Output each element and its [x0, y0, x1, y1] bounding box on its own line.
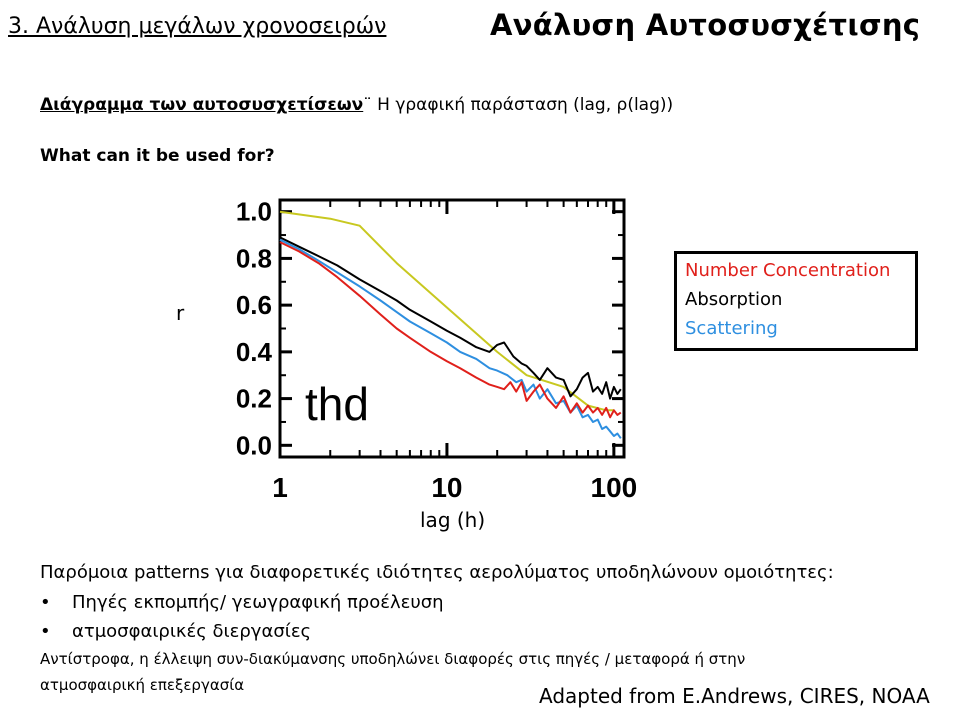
- note-line-2: ατμοσφαιρική επεξεργασία: [40, 676, 245, 694]
- y-tick-label: 1.0: [235, 196, 272, 227]
- x-tick-label: 100: [590, 472, 638, 503]
- credit-text: Adapted from E.Andrews, CIRES, NOAA: [539, 684, 930, 708]
- note-line-1: Αντίστροφα, η έλλειψη συν-διακύμανσης υποδηλώνει διαφορές στις πηγές / μεταφορά ή στην: [40, 650, 746, 668]
- bullet-dot: •: [40, 592, 51, 613]
- y-tick-label: 0.2: [235, 383, 272, 414]
- y-tick-label: 0.4: [235, 336, 272, 367]
- sub-heading-rest: ¨ Η γραφική παράσταση (lag, ρ(lag)): [363, 95, 674, 115]
- y-axis-label: r: [176, 301, 185, 325]
- x-tick-label: 10: [431, 472, 463, 503]
- y-tick-label: 0.6: [235, 290, 272, 321]
- panel-label: thd: [305, 378, 369, 430]
- legend: [674, 251, 918, 351]
- autocorrelation-chart: [160, 195, 650, 535]
- y-tick-label: 0.0: [235, 430, 272, 461]
- y-axis-ticks: [236, 197, 624, 461]
- slide-title: Ανάλυση Αυτοσυσχέτισης: [490, 8, 921, 42]
- legend-item-number-concentration: Number Concentration: [685, 260, 891, 281]
- bullet-item: [40, 592, 444, 613]
- bullet-item: [40, 621, 311, 642]
- sub-heading: [40, 95, 673, 115]
- body-main-text: Παρόμοια patterns για διαφορετικές ιδιότητες αερολύματος υποδηλώνουν ομοιότητες:: [40, 562, 834, 583]
- y-tick-label: 0.8: [235, 243, 272, 274]
- x-axis-label: lag (h): [420, 508, 486, 532]
- legend-item-absorption: Absorption: [685, 289, 783, 310]
- section-title: 3. Ανάλυση μεγάλων χρονοσειρών: [8, 14, 387, 39]
- question-text: What can it be used for?: [40, 146, 275, 166]
- sub-heading-underlined: Διάγραμμα των αυτοσυσχετίσεων: [40, 95, 364, 115]
- bullet-text: ατμοσφαιρικές διεργασίες: [72, 621, 312, 642]
- bullet-dot: •: [40, 621, 51, 642]
- legend-item-scattering: Scattering: [685, 318, 778, 339]
- bullet-text: Πηγές εκπομπής/ γεωγραφική προέλευση: [72, 592, 444, 613]
- series-line-absorption: [280, 237, 621, 398]
- x-tick-label: 1: [272, 472, 288, 503]
